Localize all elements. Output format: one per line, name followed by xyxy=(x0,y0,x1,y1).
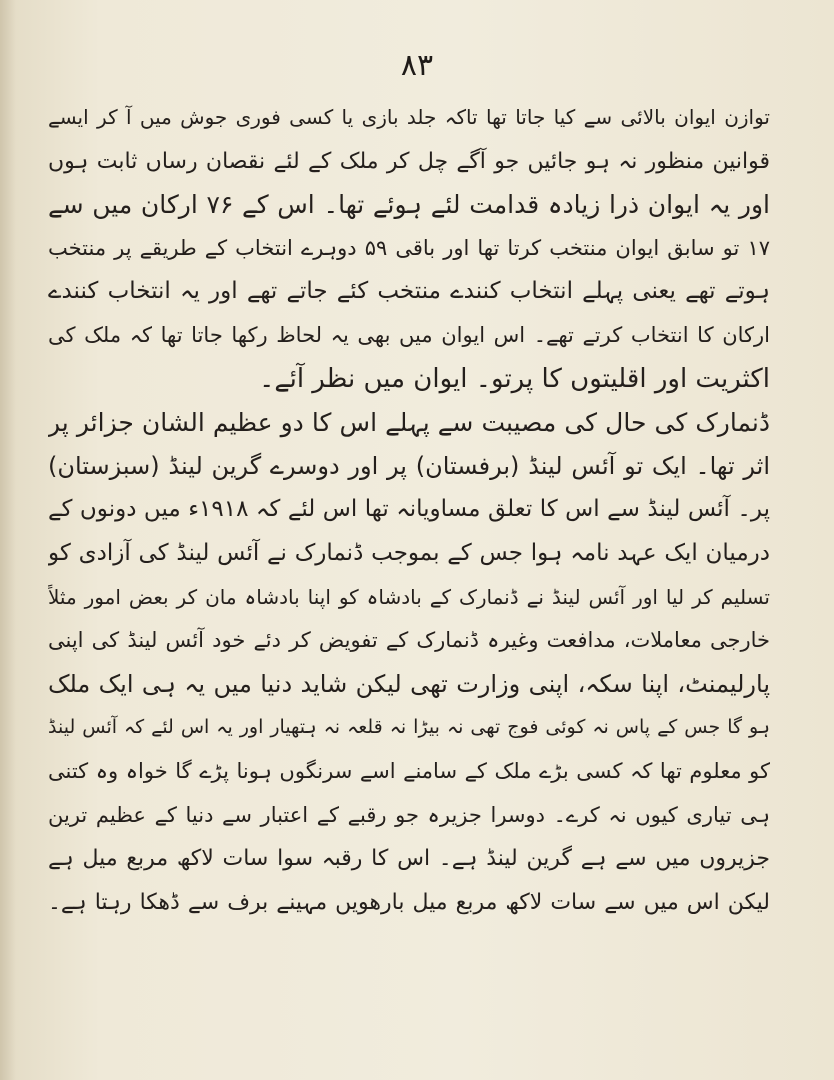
page-number: ۸۳ xyxy=(400,48,434,83)
text-line: اثر تھا۔ ایک تو آئس لینڈ (برفستان) پر اور دوسرے گرین لینڈ (سبزستان) xyxy=(48,451,770,480)
text-line: پر۔ آئس لینڈ سے اس کا تعلق مساویانہ تھا اس لئے کہ ۱۹۱۸ء میں دونوں کے xyxy=(48,496,770,523)
text-line: اکثریت اور اقلیتوں کا پرتو۔ ایوان میں نظر آئے۔ xyxy=(259,363,770,394)
text-line: خارجی معاملات، مدافعت وغیرہ ڈنمارک کے تفویض کر دئے خود آئس لینڈ کی اپنی xyxy=(48,628,770,653)
body-text xyxy=(48,96,770,924)
text-line: ڈنمارک کی حال کی مصیبت سے پہلے اس کا دو عظیم الشان جزائر پر xyxy=(48,408,770,438)
text-line: قوانین منظور نہ ہو جائیں جو آگے چل کر ملک کے لئے نقصان رساں ثابت ہوں xyxy=(48,148,770,174)
text-line: ۱۷ تو سابق ایوان منتخب کرتا تھا اور باقی ۵۹ دوہرے انتخاب کے طریقے پر منتخب xyxy=(48,235,770,260)
text-line: ہو گا جس کے پاس نہ کوئی فوج تھی نہ بیڑا نہ قلعہ نہ ہتھیار اور یہ اس لئے کہ آئس لینڈ xyxy=(48,716,770,739)
text-line: جزیروں میں سے ہے گرین لینڈ ہے۔ اس کا رقبہ سوا سات لاکھ مربع میل ہے xyxy=(48,846,770,872)
text-line: لیکن اس میں سے سات لاکھ مربع میل بارھویں مہینے برف سے ڈھکا رہتا ہے۔ xyxy=(48,889,770,915)
text-line: ارکان کا انتخاب کرتے تھے۔ اس ایوان میں بھی یہ لحاظ رکھا جاتا تھا کہ ملک کی xyxy=(48,322,770,347)
text-line: کو معلوم تھا کہ کسی بڑے ملک کے سامنے اسے سرنگوں ہونا پڑے گا خواہ وہ کتنی xyxy=(48,758,770,783)
text-line: توازن ایوان بالائی سے کیا جاتا تھا تاکہ جلد بازی یا کسی فوری جوش میں آ کر ایسے xyxy=(48,105,770,129)
text-line: ہوتے تھے یعنی پہلے انتخاب کنندے منتخب کئے جاتے تھے اور یہ انتخاب کنندے xyxy=(48,278,770,305)
text-line: تسلیم کر لیا اور آئس لینڈ نے ڈنمارک کے بادشاہ کو اپنا بادشاہ مان کر بعض امور مثلاً xyxy=(48,584,770,609)
text-line: اور یہ ایوان ذرا زیادہ قدامت لئے ہوئے تھا۔ اس کے ۷۶ ارکان میں سے xyxy=(48,190,770,220)
text-line: پارلیمنٹ، اپنا سکہ، اپنی وزارت تھی لیکن شاید دنیا میں یہ ہی ایک ملک xyxy=(48,669,770,698)
text-line: ہی تیاری کیوں نہ کرے۔ دوسرا جزیرہ جو رقبے کے اعتبار سے دنیا کے عظیم ترین xyxy=(48,802,770,827)
text-line: درمیان ایک عہد نامہ ہوا جس کے بموجب ڈنمارک نے آئس لینڈ کی آزادی کو xyxy=(48,539,770,566)
